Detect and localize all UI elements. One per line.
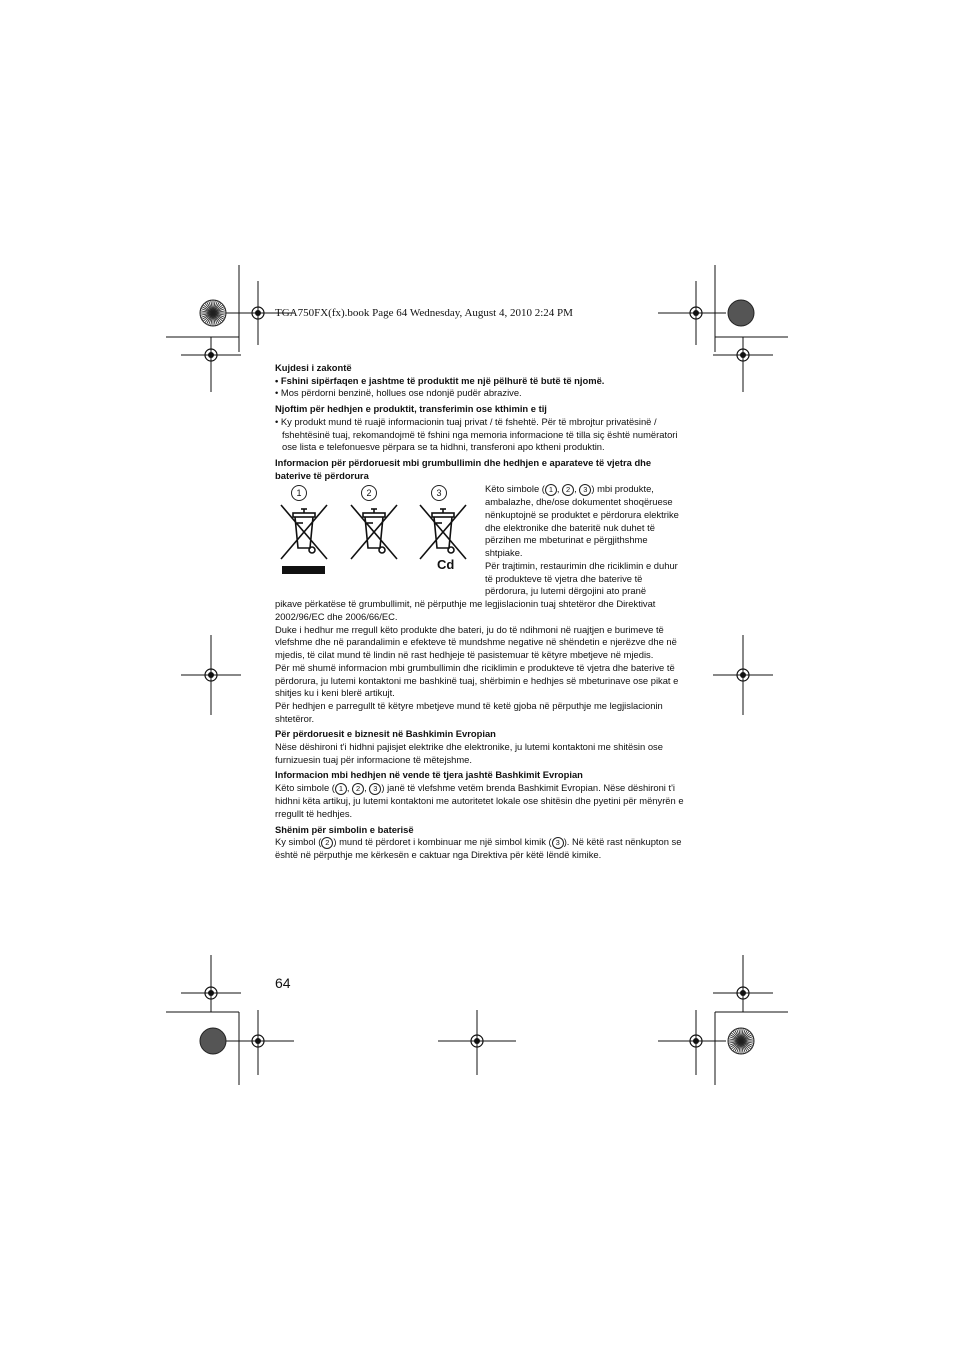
care-bullet-2: • Mos përdorni benzinë, hollues ose ndonjë pudër abrazive. xyxy=(275,387,522,399)
registration-target-dot xyxy=(208,672,214,678)
collection-para-1: pikave përkatëse të grumbullimit, në përputhje me legjislacionin tuaj shtetëror dhe Direktivat 2002/96/EC dhe 2006/66/EC. xyxy=(275,598,656,623)
crossed-bin-icon xyxy=(418,503,468,561)
symbol-label-3: 3 xyxy=(431,485,447,501)
registration-target-dot xyxy=(740,672,746,678)
registration-target-dot xyxy=(474,1038,480,1044)
crossed-bin-icon xyxy=(349,503,399,561)
heading-outside-eu: Informacion mbi hedhjen në vende të tjera jashtë Bashkimit Evropian xyxy=(275,769,583,781)
cadmium-label: Cd xyxy=(437,557,455,573)
registration-target-dot xyxy=(693,1038,699,1044)
heading-care: Kujdesi i zakontë xyxy=(275,362,352,373)
symbol-label-1: 1 xyxy=(291,485,307,501)
registration-target-dot xyxy=(208,990,214,996)
registration-target-dot xyxy=(208,352,214,358)
heading-disposal: Njoftim për hedhjen e produktit, transferimin ose kthimin e tij xyxy=(275,403,547,415)
symbols-description-1: Këto simbole ( 1 , 2 , 3 ) mbi produkte, ambalazhe, dhe/ose dokumentet shoqëruese nënkuptojnë se produktet e përdorura elektrike dhe elektronike dhe bateritë nuk duhet të përzihen me mbeturinat e përgjithshme shtpiake. xyxy=(485,483,679,559)
disposal-bullet-1: • Ky produkt mund të ruajë informacionin tuaj privat / të fshehtë. Për të mbrojtur privatësinë / fshehtësinë tuaj, rekomandojmë të fshini nga memoria informacione të tilla siç është numëratori ose lista e telefonuesve përpara se ta hidhni, transferoni apo ktheni produktin. xyxy=(275,415,678,453)
registration-target-dot xyxy=(255,310,261,316)
registration-target-dot xyxy=(255,1038,261,1044)
care-bullet-1: • Fshini sipërfaqen e jashtme të produktit me një pëlhurë të butë të njomë. xyxy=(275,374,605,386)
crossed-bin-icon xyxy=(279,503,329,561)
collection-para-2: Duke i hedhur me rregull këto produkte dhe bateri, ju do të ndihmoni në ruajtjen e burimeve të vlefshme dhe në parandalimin e efekteve të mundshme negative në shëndetin e njerëzve dhe në mjedis, të cilat mund të lindin në rast hedhjeje të pasistemuar të këtyre mbetjeve në mjedis. xyxy=(275,623,677,661)
symbol-label-2: 2 xyxy=(361,485,377,501)
collection-para-4: Për hedhjen e parregullt të këtyre mbetjeve mund të ketë gjoba në përputhje me legjislacionin shtetëror. xyxy=(275,699,663,724)
symbols-description-2: Për trajtimin, restaurimin dhe riciklimin e duhur të produkteve të vjetra dhe baterive të përdorura, ju lutemi dërgojini ato pranë xyxy=(485,559,678,597)
starburst-mark xyxy=(728,1028,754,1054)
symbols-figure-row xyxy=(275,483,685,598)
registration-target-dot xyxy=(740,990,746,996)
print-header: TGA750FX(fx).book Page 64 Wednesday, August 4, 2010 2:24 PM xyxy=(275,307,573,319)
heading-battery-symbol: Shënim për simbolin e baterisë xyxy=(275,823,414,835)
page-content xyxy=(275,362,685,862)
symbols-description xyxy=(485,483,685,598)
registration-target-dot xyxy=(693,310,699,316)
collection-para-3: Për më shumë informacion mbi grumbullimin dhe riciklimin e produkteve të vjetra dhe baterive të përdorura, ju lutemi kontaktoni me bashkinë tuaj, shërbimin e hedhjes së mbeturinave ose pikat e shitjes ku i keni blerë artikujt. xyxy=(275,661,679,699)
registration-target-dot xyxy=(740,352,746,358)
page-number: 64 xyxy=(275,975,291,991)
business-text: Nëse dëshironi t'i hidhni pajisjet elektrike dhe elektronike, ju lutemi kontaktoni me shitësin ose furnizuesin tuaj për informacione të mëtejshme. xyxy=(275,741,663,765)
outside-eu-text: Këto simbole ( 1 , 2 , 3 ) janë të vlefshme vetëm brenda Bashkimit Evropian. Nëse dëshironi t'i hidhni këta artikuj, ju lutemi kontaktoni me autoritetet lokale ose shitësin dhe pyetini për mënyrën e rregullt të hedhjes. xyxy=(275,782,684,819)
starburst-mark xyxy=(200,300,226,326)
heading-business: Për përdoruesit e biznesit në Bashkimin Evropian xyxy=(275,728,496,740)
recycling-symbols xyxy=(275,483,480,598)
heading-collection: Informacion për përdoruesit mbi grumbullimin dhe hedhjen e aparateve të vjetra dhe baterive të përdorura xyxy=(275,456,652,481)
battery-symbol-text: Ky simbol ( 2 ) mund të përdoret i kombinuar me një simbol kimik ( 3 ). Në këtë rast nënkupton se është në përputhje me kërkesën e caktuar nga Direktiva për këtë lëndë kimike. xyxy=(275,836,682,861)
black-bar xyxy=(282,566,325,574)
